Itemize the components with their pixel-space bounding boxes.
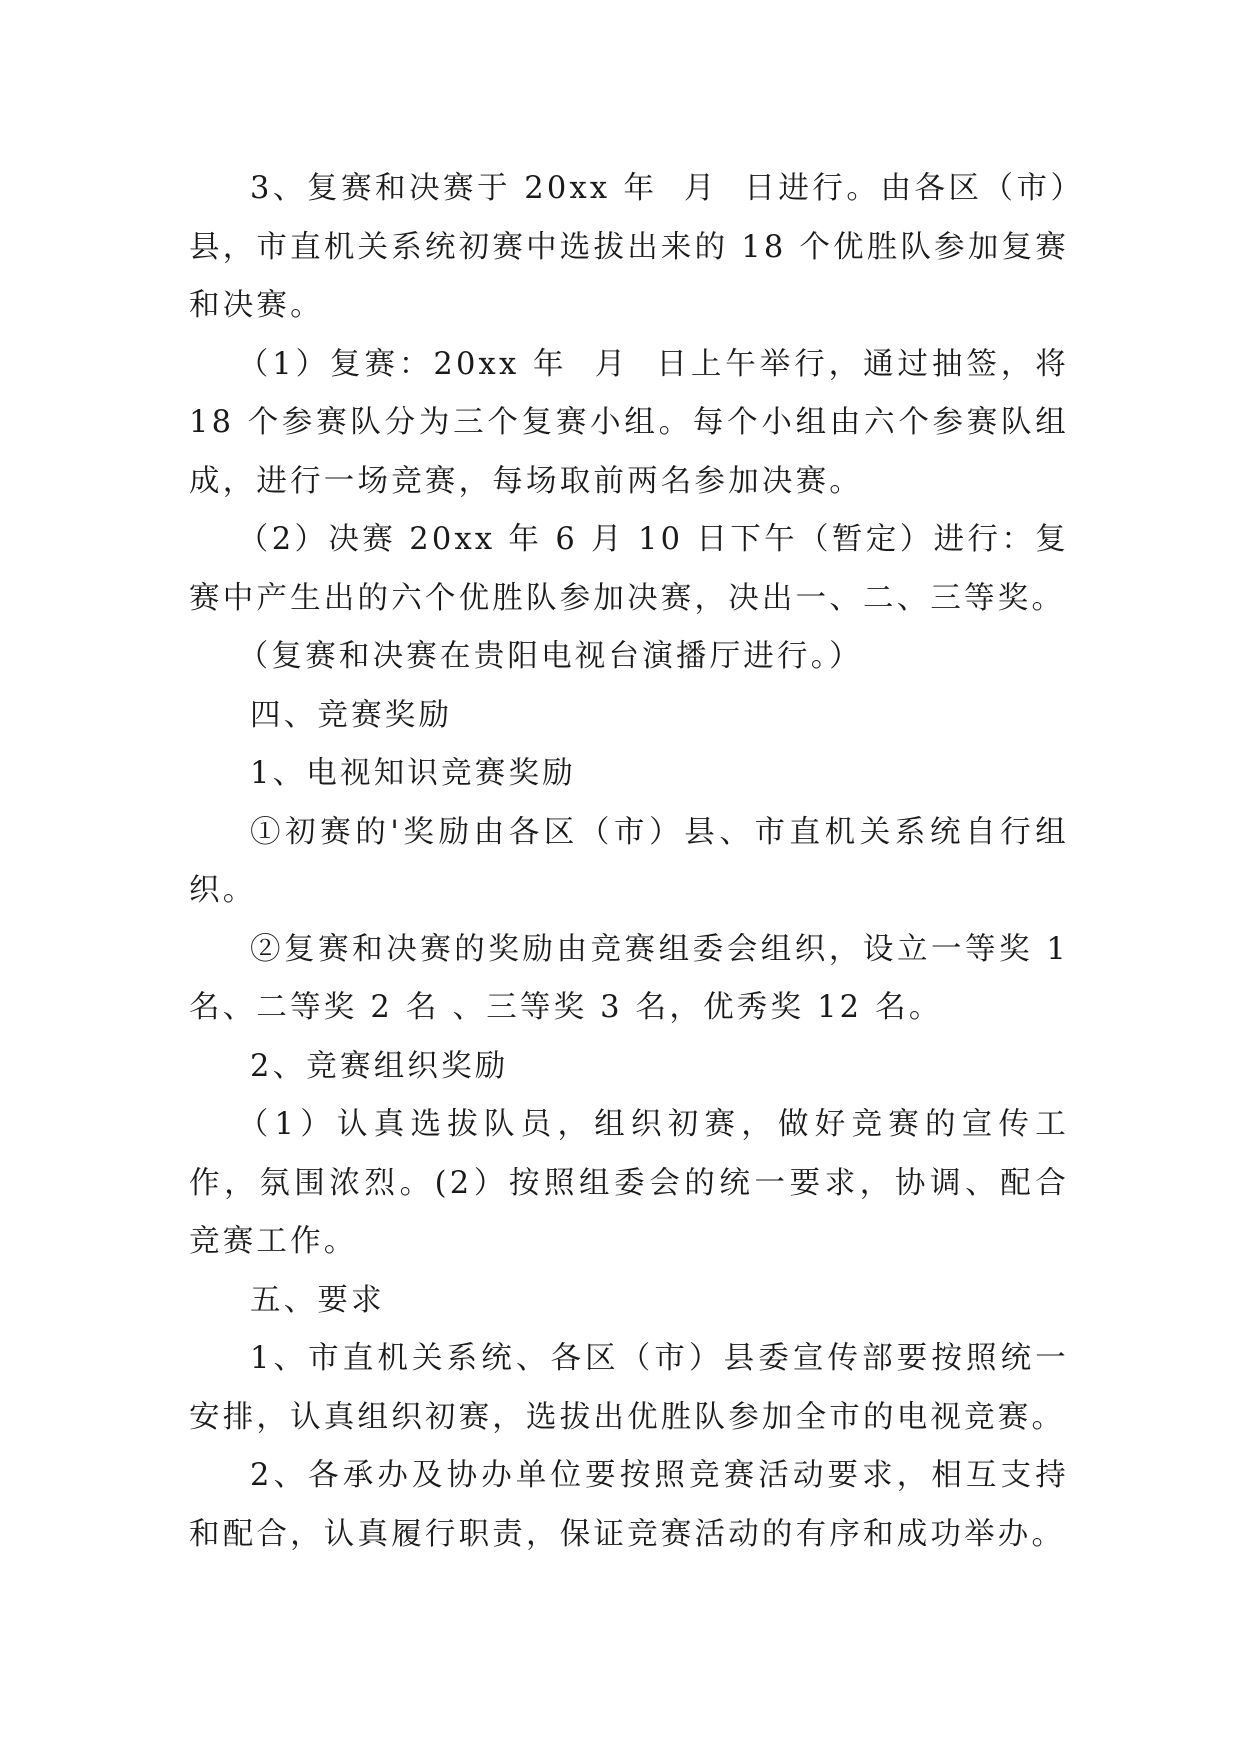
paragraph-final-awards: ②复赛和决赛的奖励由竞赛组委会组织，设立一等奖 1 名、二等奖 2 名 、三等奖 3 名，优秀奖 12 名。 <box>189 931 1082 1025</box>
paragraph-venue-note: （复赛和决赛在贵阳电视台演播厅进行。） <box>237 639 863 674</box>
paragraph-requirement-1: 1、市直机关系统、各区（市）县委宣传部要按照统一安排，认真组织初赛，选拔出优胜队参加全市的电视竞赛。 <box>189 1341 1069 1435</box>
paragraph-preliminary-awards: ①初赛的'奖励由各区（市）县、市直机关系统自行组织。 <box>189 814 1069 908</box>
paragraph-requirement-2: 2、各承办及协办单位要按照竞赛活动要求，相互支持和配合，认真履行职责，保证竞赛活动的有序和成功举办。 <box>189 1458 1069 1552</box>
paragraph-final-details: （2）决赛 20xx 年 6 月 10 日下午（暂定）进行：复赛中产生出的六个优胜队参加决赛，决出一、二、三等奖。 <box>189 522 1069 616</box>
paragraph-semifinal-details: （1）复赛：20xx 年 月 日上午举行，通过抽签，将 18 个参赛队分为三个复赛小组。每个小组由六个参赛队组成，进行一场竞赛，每场取前两名参加决赛。 <box>189 346 1082 499</box>
paragraph-semifinal-final-schedule: 3、复赛和决赛于 20xx 年 月 日进行。由各区（市）县，市直机关系统初赛中选拔出来的 18 个优胜队参加复赛和决赛。 <box>189 171 1069 323</box>
section-heading-awards: 四、竞赛奖励 <box>250 697 453 733</box>
paragraph-organization-criteria: （1）认真选拔队员，组织初赛，做好竞赛的宣传工作，氛围浓烈。(2）按照组委会的统一要求，协调、配合竞赛工作。 <box>189 1107 1069 1259</box>
document-body <box>189 160 1082 1564</box>
subheading-organization-awards: 2、竞赛组织奖励 <box>250 1048 509 1084</box>
subheading-tv-quiz-awards: 1、电视知识竞赛奖励 <box>250 756 576 791</box>
section-heading-requirements: 五、要求 <box>250 1282 385 1318</box>
